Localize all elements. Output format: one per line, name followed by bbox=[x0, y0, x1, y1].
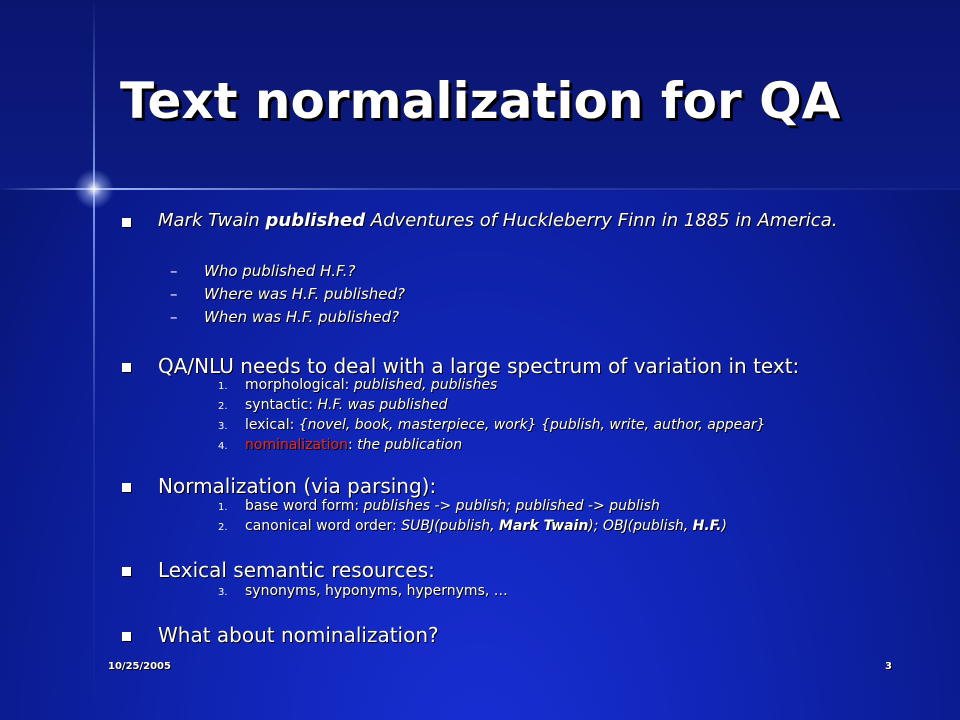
list-number: 2. bbox=[218, 522, 228, 533]
nominalization-highlight: nominalization bbox=[245, 437, 348, 453]
bullet-square-icon bbox=[122, 483, 131, 492]
list-number: 1. bbox=[218, 502, 228, 513]
normalization-item-word-order: canonical word order: SUBJ(publish, Mark Twain); OBJ(publish, H.F.) bbox=[245, 518, 727, 534]
dash-marker: – bbox=[170, 262, 178, 280]
variation-item-lexical: lexical: {novel, book, masterpiece, work} {publish, write, author, appear} bbox=[245, 417, 766, 433]
list-number: 3. bbox=[218, 421, 228, 432]
resources-item: synonyms, hyponyms, hypernyms, … bbox=[245, 583, 508, 599]
normalization-item-base-form: base word form: publishes -> publish; published -> publish bbox=[245, 498, 660, 514]
list-number: 1. bbox=[218, 381, 228, 392]
bullet-resources-heading: Lexical semantic resources: bbox=[158, 558, 435, 582]
variation-item-syntactic: syntactic: H.F. was published bbox=[245, 397, 448, 413]
sentence-subject: Mark Twain bbox=[158, 210, 266, 231]
list-number: 3. bbox=[218, 587, 228, 598]
question-item: Where was H.F. published? bbox=[204, 285, 405, 303]
variation-item-nominalization: nominalization: the publication bbox=[245, 437, 463, 453]
bullet-example-sentence bbox=[158, 210, 837, 231]
dash-marker: – bbox=[170, 285, 178, 303]
question-item: Who published H.F.? bbox=[204, 262, 356, 280]
dash-marker: – bbox=[170, 308, 178, 326]
variation-item-morphological: morphological: published, publishes bbox=[245, 377, 498, 393]
bullet-square-icon bbox=[122, 632, 131, 641]
slide-number: 3 bbox=[885, 661, 892, 672]
list-number: 4. bbox=[218, 441, 228, 452]
bullet-normalization-heading: Normalization (via parsing): bbox=[158, 474, 437, 498]
question-item: When was H.F. published? bbox=[204, 308, 400, 326]
footer-date: 10/25/2005 bbox=[108, 661, 171, 672]
list-number: 2. bbox=[218, 401, 228, 412]
bullet-square-icon bbox=[122, 363, 131, 372]
bullet-nominalization-question: What about nominalization? bbox=[158, 623, 439, 647]
bullet-square-icon bbox=[122, 567, 131, 576]
sentence-verb: published bbox=[265, 210, 366, 231]
slide-title: Text normalization for QA bbox=[120, 72, 841, 130]
bullet-variation-heading: QA/NLU needs to deal with a large spectrum of variation in text: bbox=[158, 354, 800, 378]
sentence-rest: Adventures of Huckleberry Finn in 1885 in America. bbox=[365, 210, 838, 231]
bullet-square-icon bbox=[122, 218, 131, 227]
